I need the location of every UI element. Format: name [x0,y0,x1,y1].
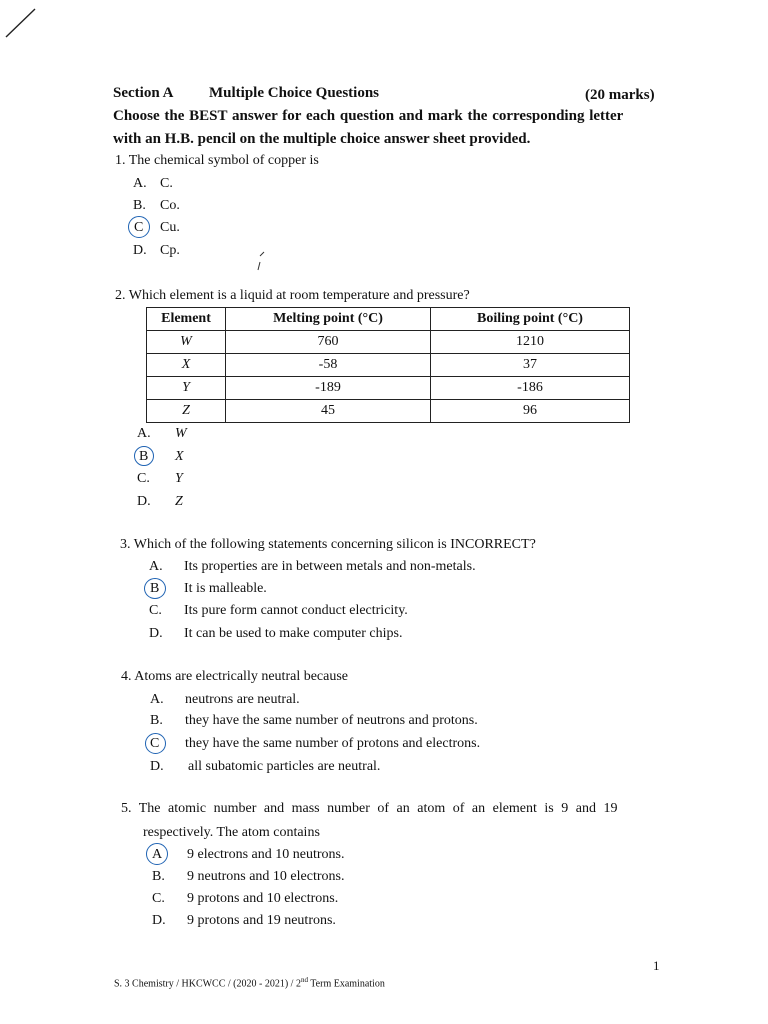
q3-option-d-text: It can be used to make computer chips. [184,626,403,641]
q2-option-c-text: Y [175,471,183,486]
q1-option-c-letter: C [134,220,144,235]
section-marks: (20 marks) [585,87,655,103]
table-cell: 760 [226,331,431,354]
table-row [147,354,630,377]
q2-option-b-text: X [175,449,184,464]
q3-option-d-letter: D. [149,626,163,641]
table-header-cell: Boiling point (°C) [431,308,630,331]
question-5-stem-line-1: 5. The atomic number and mass number of an atom of an element is 9 and 19 [121,801,618,816]
question-2-stem: 2. Which element is a liquid at room temperature and pressure? [115,288,470,303]
q1-option-a-text: C. [160,176,173,191]
instruction-line-2: with an H.B. pencil on the multiple choice answer sheet provided. [113,131,531,147]
question-3-stem: 3. Which of the following statements concerning silicon is INCORRECT? [120,537,536,552]
instruction-line-1: Choose the BEST answer for each question and mark the corresponding letter [113,108,624,124]
q5-option-a-text: 9 electrons and 10 neutrons. [187,847,345,862]
q2-option-d-text: Z [175,494,183,509]
q5-option-c-text: 9 protons and 10 electrons. [187,891,339,906]
q4-option-d-text: all subatomic particles are neutral. [188,759,381,774]
table-header-cell: Element [147,308,226,331]
section-label: Section A [113,85,174,101]
question-4-stem: 4. Atoms are electrically neutral because [121,669,349,684]
q5-option-b-text: 9 neutrons and 10 electrons. [187,869,345,884]
table-cell: -58 [226,354,431,377]
question-5-stem-line-2: respectively. The atom contains [143,825,320,840]
q3-option-a-letter: A. [149,559,163,574]
q4-option-a-letter: A. [150,692,164,707]
q2-option-b-letter: B [139,449,149,464]
table-cell: X [147,354,226,377]
q1-option-c-text: Cu. [160,220,180,235]
table-row [147,400,630,423]
q4-option-d-letter: D. [150,759,164,774]
q1-option-a-letter: A. [133,176,147,191]
footer-superscript: nd [300,976,308,984]
q3-option-a-text: Its properties are in between metals and non-metals. [184,559,476,574]
q2-option-d-letter: D. [137,494,151,509]
footer-course-text: S. 3 Chemistry / HKCWCC / (2020 - 2021) / 2 [114,978,301,990]
section-title: Multiple Choice Questions [209,85,380,101]
pen-stroke-mark [4,6,38,40]
table-header-cell: Melting point (°C) [226,308,431,331]
page-number: 1 [653,958,660,973]
table-row [147,331,630,354]
q5-option-b-letter: B. [152,869,165,884]
table-cell: -189 [226,377,431,400]
table-cell: -186 [431,377,630,400]
q2-option-a-text: W [175,426,187,441]
q5-option-d-text: 9 protons and 19 neutrons. [187,913,336,928]
table-cell: Y [147,377,226,400]
q3-option-c-text: Its pure form cannot conduct electricity. [184,603,408,618]
q4-option-a-text: neutrons are neutral. [185,692,300,707]
q1-option-d-text: Cp. [160,243,180,258]
table-cell: 96 [431,400,630,423]
q5-option-a-letter: A [152,847,163,862]
table-header-row [147,308,630,331]
q3-option-c-letter: C. [149,603,162,618]
table-cell: 45 [226,400,431,423]
table-row [147,377,630,400]
table-cell: 37 [431,354,630,377]
q4-option-c-text: they have the same number of protons and electrons. [185,736,481,751]
q3-option-b-letter: B [150,581,160,596]
q2-option-c-letter: C. [137,471,150,486]
q2-option-a-letter: A. [137,426,151,441]
pencil-tick-mark [254,250,268,272]
q5-option-d-letter: D. [152,913,166,928]
q1-option-b-letter: B. [133,198,146,213]
footer-course-line [114,976,385,990]
table-cell: Z [147,400,226,423]
question-1-stem: 1. The chemical symbol of copper is [115,153,319,168]
footer-course-tail: Term Examination [307,978,385,990]
table-cell: W [147,331,226,354]
q1-option-b-text: Co. [160,198,180,213]
q5-option-c-letter: C. [152,891,165,906]
q4-option-c-letter: C [150,736,160,751]
q4-option-b-letter: B. [150,713,163,728]
q3-option-b-text: It is malleable. [184,581,267,596]
q1-option-d-letter: D. [133,243,147,258]
table-cell: 1210 [431,331,630,354]
element-properties-table [146,307,630,423]
q4-option-b-text: they have the same number of neutrons and protons. [185,713,478,728]
